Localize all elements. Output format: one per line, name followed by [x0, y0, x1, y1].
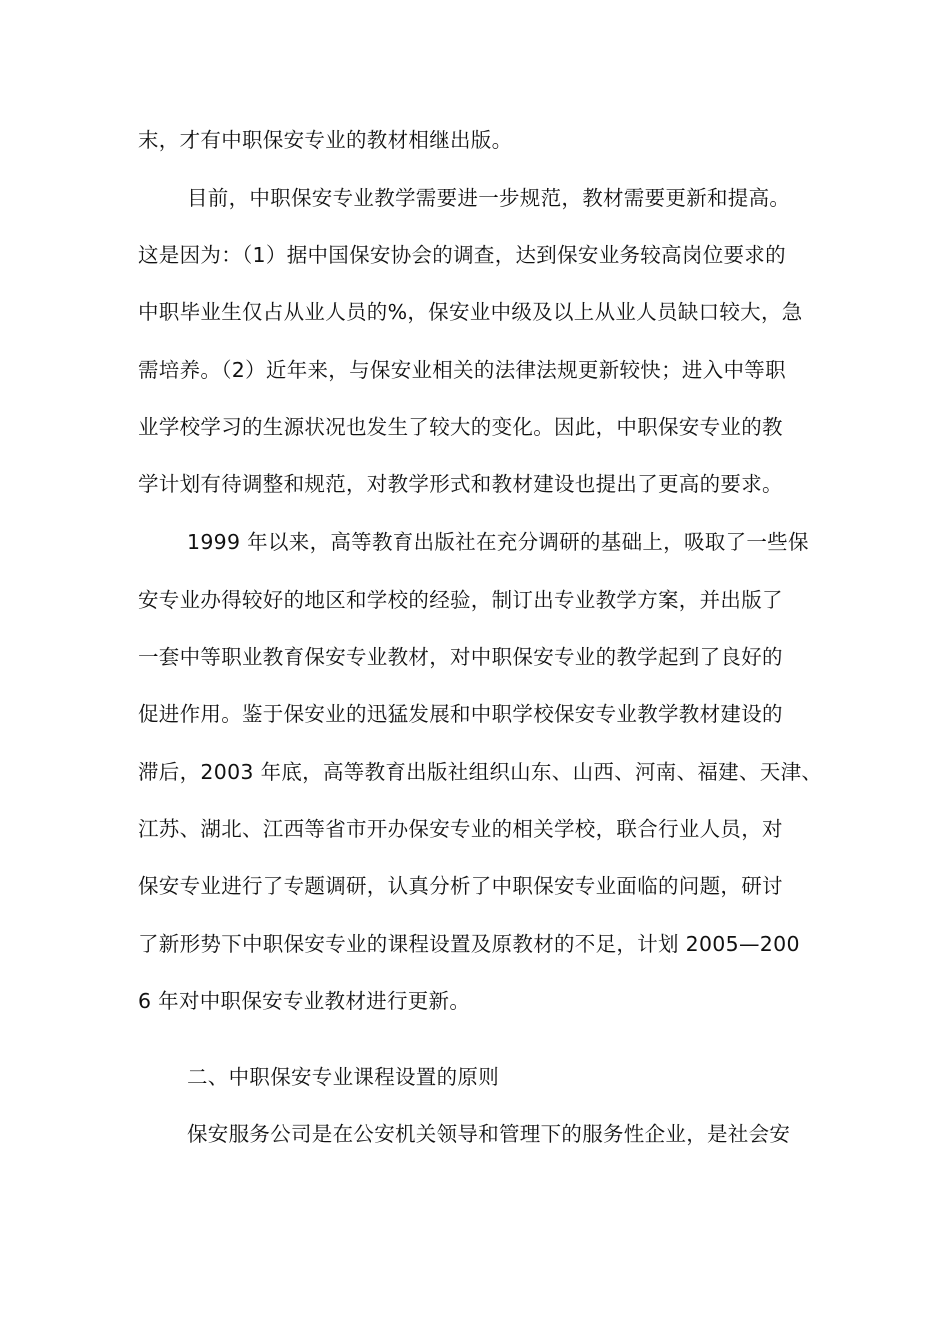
text-line-9: 安专业办得较好的地区和学校的经验，制订出专业教学方案，并出版了	[138, 588, 783, 612]
text-line-15: 了新形势下中职保安专业的课程设置及原教材的不足，计划 2005—200	[138, 932, 800, 956]
text-line-7: 学计划有待调整和规范，对教学形式和教材建设也提出了更高的要求。	[138, 472, 783, 496]
text-line-2: 目前，中职保安专业教学需要进一步规范，教材需要更新和提高。	[187, 186, 791, 210]
text-line-16: 6 年对中职保安专业教材进行更新。	[138, 989, 471, 1013]
text-line-18: 保安服务公司是在公安机关领导和管理下的服务性企业，是社会安	[187, 1122, 791, 1146]
text-line-8: 1999 年以来，高等教育出版社在充分调研的基础上，吸取了一些保	[187, 530, 809, 554]
text-line-10: 一套中等职业教育保安专业教材，对中职保安专业的教学起到了良好的	[138, 645, 783, 669]
text-line-1: 末，才有中职保安专业的教材相继出版。	[138, 128, 513, 152]
text-line-6: 业学校学习的生源状况也发生了较大的变化。因此，中职保安专业的教	[138, 415, 783, 439]
text-line-5: 需培养。（2）近年来，与保安业相关的法律法规更新较快；进入中等职	[138, 358, 786, 382]
text-line-4: 中职毕业生仅占从业人员的%，保安业中级及以上从业人员缺口较大，急	[138, 300, 803, 324]
text-line-14: 保安专业进行了专题调研，认真分析了中职保安专业面临的问题，研讨	[138, 874, 783, 898]
text-line-11: 促进作用。鉴于保安业的迅猛发展和中职学校保安专业教学教材建设的	[138, 702, 783, 726]
text-line-13: 江苏、湖北、江西等省市开办保安专业的相关学校，联合行业人员，对	[138, 817, 783, 841]
text-line-12: 滞后，2003 年底，高等教育出版社组织山东、山西、河南、福建、天津、	[138, 760, 823, 784]
text-line-3: 这是因为：（1）据中国保安协会的调查，达到保安业务较高岗位要求的	[138, 243, 786, 267]
section-heading: 二、中职保安专业课程设置的原则	[187, 1065, 499, 1089]
